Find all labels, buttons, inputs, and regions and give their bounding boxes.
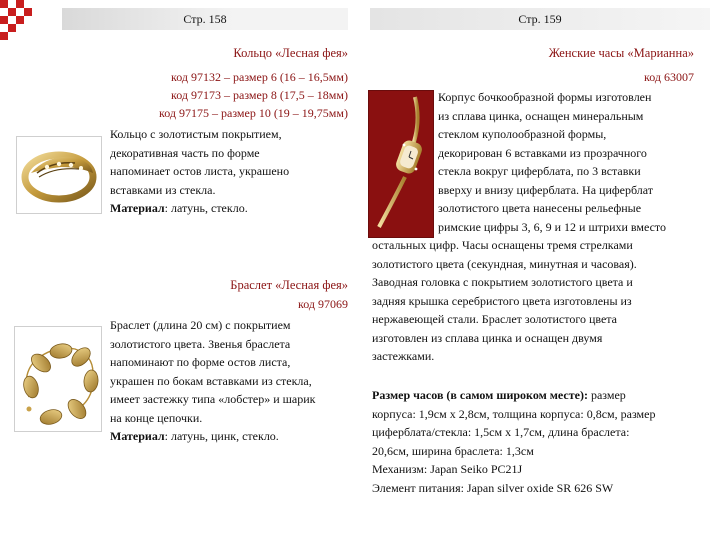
watch-desc-line: изготовлен из сплава цинка и оснащен двумя	[372, 330, 603, 345]
watch-battery: Элемент питания: Japan silver oxide SR 626 SW	[372, 480, 614, 495]
bracelet-desc-line: на конце цепочки.	[110, 410, 203, 425]
watch-image	[369, 91, 433, 237]
ring-photo	[16, 136, 102, 214]
watch-desc-line: римские цифры 3, 6, 9 и 12 и штрихи вместо	[438, 219, 667, 234]
page-number-right: Стр. 159	[518, 12, 562, 26]
watch-desc-line: золотистого цвета (секундная, минутная и часовая).	[372, 256, 637, 271]
bracelet-material-value: : латунь, цинк, стекло.	[164, 429, 279, 443]
bracelet-photo	[14, 326, 102, 432]
watch-desc-line: вверху и внизу циферблата. На циферблат	[438, 182, 654, 197]
watch-size-line: размер	[587, 388, 626, 402]
watch-code: код 63007	[644, 70, 694, 84]
logo	[0, 0, 40, 40]
ring-desc-line: декоративная часть по форме	[110, 145, 260, 160]
watch-desc-line: из сплава цинка, оснащен минеральным	[438, 108, 644, 123]
ring-description	[110, 125, 350, 218]
watch-desc-line: задняя крышка серебристого цвета изготовлены из	[372, 293, 632, 308]
bracelet-image	[15, 327, 101, 431]
watch-mechanism: Механизм: Japan Seiko PC21J	[372, 462, 523, 476]
watch-desc-line: стекла вокруг циферблата, по 3 вставки	[438, 164, 641, 178]
bracelet-desc-line: Браслет (длина 20 см) с покрытием	[110, 318, 291, 332]
watch-size-label: Размер часов (в самом широком месте):	[372, 388, 588, 402]
ring-desc-line: напоминает остов листа, украшено	[110, 164, 290, 178]
ring-desc-line: Кольцо с золотистым покрытием,	[110, 127, 282, 141]
watch-desc-line: застежками.	[372, 349, 435, 363]
bracelet-title: Браслет «Лесная фея»	[230, 278, 348, 292]
bracelet-code: код 97069	[298, 297, 348, 311]
ring-code-1: код 97132 – размер 6 (16 – 16,5мм)	[171, 70, 348, 84]
watch-desc-line: Корпус бочкообразной формы изготовлен	[438, 90, 652, 104]
bracelet-desc-line: украшен по бокам вставками из стекла,	[110, 373, 312, 388]
page-header-left	[62, 8, 348, 30]
bracelet-desc-line: золотистого цвета. Звенья браслета	[110, 336, 291, 351]
ring-code-2: код 97173 – размер 8 (17,5 – 18мм)	[171, 88, 348, 102]
ring-material	[110, 199, 350, 218]
watch-desc-line: Заводная головка с покрытием золотистого цвета и	[372, 275, 633, 289]
page-header-right	[370, 8, 710, 30]
watch-specs	[372, 386, 712, 497]
ring-code-3: код 97175 – размер 10 (19 – 19,75мм)	[159, 106, 348, 120]
bracelet-material-label: Материал	[110, 429, 165, 443]
watch-desc-line: золотистого цвета нанесены рельефные	[438, 201, 642, 215]
watch-desc-line: нержавеющей стали. Браслет золотистого цвета	[372, 312, 618, 326]
ring-desc-line: вставками из стекла.	[110, 182, 216, 197]
watch-description-wide	[372, 236, 712, 366]
bracelet-description	[110, 316, 360, 446]
watch-description-narrow	[438, 88, 708, 236]
watch-desc-line: стеклом куполообразной формы,	[438, 127, 607, 141]
watch-photo	[368, 90, 434, 238]
ring-material-label: Материал	[110, 201, 165, 215]
watch-size-line: 20,6см, ширина браслета: 1,3см	[372, 443, 534, 458]
bracelet-desc-line: имеет застежку типа «лобстер» и шарик	[110, 392, 316, 406]
watch-desc-line: декорирован 6 вставками из прозрачного	[438, 145, 647, 160]
watch-size-line: циферблата/стекла: 1,5см х 1,7см, длина браслета:	[372, 425, 630, 439]
watch-title: Женские часы «Марианна»	[548, 46, 694, 60]
bracelet-material	[110, 427, 360, 446]
ring-material-value: : латунь, стекло.	[164, 201, 248, 215]
ring-title: Кольцо «Лесная фея»	[233, 46, 348, 60]
watch-desc-line: остальных цифр. Часы оснащены тремя стрелками	[372, 238, 633, 252]
bracelet-desc-line: напоминают по форме остов листа,	[110, 355, 291, 369]
page-number-left: Стр. 158	[183, 12, 227, 26]
watch-size-line: корпуса: 1,9см х 2,8см, толщина корпуса: 0,8см, размер	[372, 406, 656, 421]
ring-image	[17, 137, 101, 213]
watch-size	[372, 386, 712, 405]
